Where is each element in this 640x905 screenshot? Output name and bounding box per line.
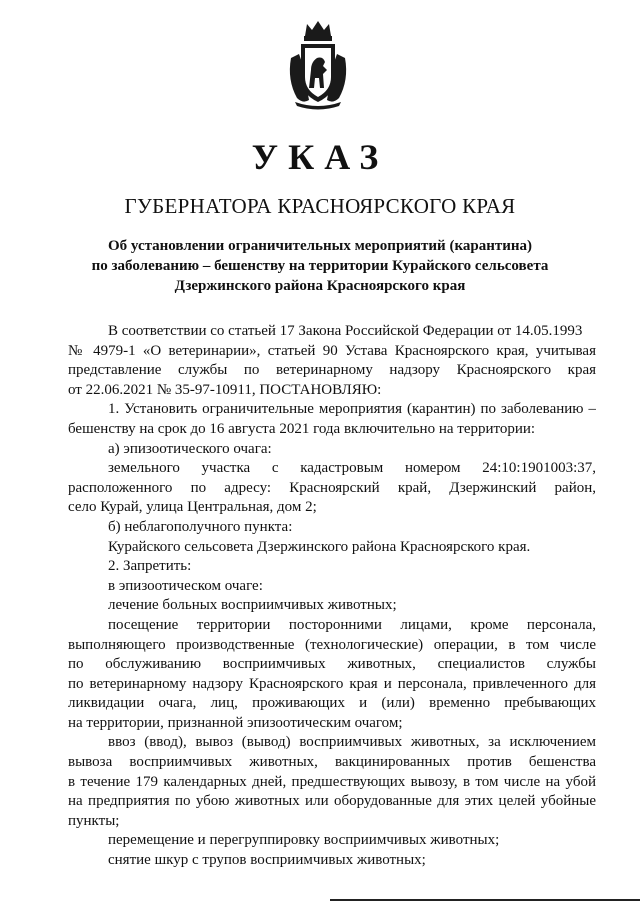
body-line: земельного участка с кадастровым номером 24:10:1901003:37, [108,460,596,477]
body-line: В соответствии со статьей 17 Закона Российской Федерации от 14.05.1993 [108,323,583,339]
body-line: 2. Запретить: [108,558,192,575]
body-line: ликвидации очага, лиц, проживающих и (или) временно пребывающих [68,695,596,712]
body-line: 1. Установить ограничительные мероприятия (карантин) по заболеванию – [108,401,596,418]
body-line: на предприятия по убою животных или оборудованные для этих целей убойные [68,793,596,810]
decree-body [68,322,596,871]
body-line: посещение территории посторонними лицами, кроме персонала, [108,616,596,633]
body-line: выполняющего производственные (технологические) операции, в том числе [68,636,596,653]
body-line: в эпизоотическом очаге: [108,577,263,594]
body-line: по обслуживанию восприимчивых животных, специалистов службы [68,656,596,673]
heading-line: Об установлении ограничительных мероприятий (карантина) [107,238,532,254]
heading-line: по заболеванию – бешенству на территории Курайского сельсовета [91,258,549,274]
body-line: ввоз (ввод), вывоз (вывод) восприимчивых животных, за исключением [108,734,596,751]
body-line: лечение больных восприимчивых животных; [108,597,397,614]
body-line: расположенного по адресу: Красноярский край, Дзержинский район, [68,479,596,496]
body-line: представление службы по ветеринарному надзору Красноярского края [68,362,596,379]
body-line: Курайского сельсовета Дзержинского района Красноярского края. [108,538,531,555]
body-line: от 22.06.2021 № 35-97-10911, ПОСТАНОВЛЯЮ: [68,381,382,398]
decree-title: УКАЗ [251,137,389,177]
body-line: вывоза восприимчивых животных, вакцинированных против бешенства [68,754,596,771]
issuer-subtitle: ГУБЕРНАТОРА КРАСНОЯРСКОГО КРАЯ [124,194,516,218]
page-bottom-divider [330,899,640,901]
body-line: перемещение и перегруппировку восприимчивых животных; [108,832,500,849]
body-line: № 4979-1 «О ветеринарии», статьей 90 Устава Красноярского края, учитывая [68,342,596,359]
body-line: по ветеринарному надзору Красноярского края и персонала, привлеченного для [68,675,596,692]
decree-heading [60,236,580,296]
body-line: бешенству на срок до 16 августа 2021 года включительно на территории: [68,420,536,437]
body-line: на территории, признанной эпизоотическим очагом; [68,714,403,731]
heading-line: Дзержинского района Красноярского края [174,278,466,294]
body-line: в течение 179 календарных дней, предшествующих вывозу, в том числе на убой [68,773,596,790]
body-line: пункты; [68,812,120,829]
body-line: а) эпизоотического очага: [108,440,272,457]
body-line: б) неблагополучного пункта: [108,518,293,535]
body-line: село Курай, улица Центральная, дом 2; [68,499,317,516]
body-line: снятие шкур с трупов восприимчивых животных; [108,852,426,869]
coat-of-arms-icon [287,18,349,110]
